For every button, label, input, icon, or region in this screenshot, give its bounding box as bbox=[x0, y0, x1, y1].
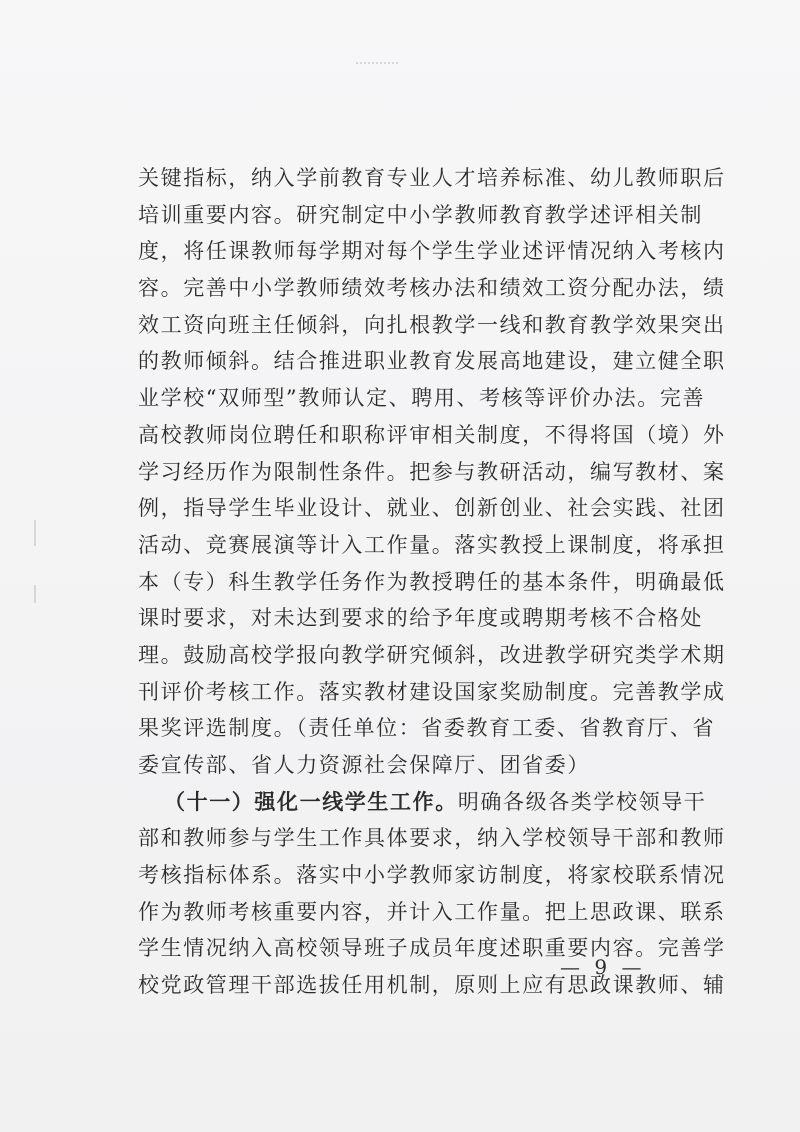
text-line: 效工资向班主任倾斜，向扎根教学一线和教育教学效果突出 bbox=[138, 312, 726, 337]
text-line: 本（专）科生教学任务作为教授聘任的基本条件，明确最低 bbox=[138, 569, 726, 594]
text-line: 理。鼓励高校学报向教学研究倾斜，改进教学研究类学术期 bbox=[138, 642, 726, 667]
text-line: 业学校“双师型”教师认定、聘用、考核等评价办法。完善 bbox=[138, 386, 706, 411]
text-line: 度，将任课教师每学期对每个学生学业述评情况纳入考核内 bbox=[138, 239, 726, 264]
text-line: 容。完善中小学教师绩效考核办法和绩效工资分配办法，绩 bbox=[138, 276, 726, 301]
scan-artifact-left bbox=[34, 520, 36, 546]
text-line: 例，指导学生毕业设计、就业、创新创业、社会实践、社团 bbox=[138, 496, 726, 521]
text-line-with-heading bbox=[138, 784, 707, 821]
text-line: 课时要求，对未达到要求的给予年度或聘期考核不合格处 bbox=[138, 606, 703, 631]
text-line: 高校教师岗位聘任和职称评审相关制度，不得将国（境）外 bbox=[138, 422, 726, 447]
page-number: — 9 — bbox=[560, 955, 646, 979]
scan-artifact-left-lower bbox=[34, 585, 36, 603]
section-heading: （十一）强化一线学生工作。 bbox=[164, 788, 458, 814]
body-text bbox=[138, 160, 726, 1004]
text-line: 刊评价考核工作。落实教材建设国家奖励制度。完善教学成 bbox=[138, 679, 726, 704]
text-line: 关键指标，纳入学前教育专业人才培养标准、幼儿教师职后 bbox=[138, 166, 726, 190]
text-line: 活动、竞赛展演等计入工作量。落实教授上课制度，将承担 bbox=[138, 532, 726, 557]
scan-artifact-top bbox=[356, 62, 398, 70]
text-line: 部和教师参与学生工作具体要求，纳入学校领导干部和教师 bbox=[138, 826, 726, 851]
paragraph-evaluation bbox=[138, 160, 726, 784]
text-line: 考核指标体系。落实中小学教师家访制度，将家校联系情况 bbox=[138, 863, 726, 888]
text-line: 果奖评选制度。（责任单位：省委教育工委、省教育厅、省 bbox=[138, 716, 716, 741]
text-line: 校党政管理干部选拔任用机制，原则上应有思政课教师、辅 bbox=[138, 973, 726, 998]
text-line: 的教师倾斜。结合推进职业教育发展高地建设，建立健全职 bbox=[138, 349, 726, 374]
text-line: 委宣传部、省人力资源社会保障厅、团省委） bbox=[138, 753, 590, 777]
heading-line-rest: 明确各级各类学校领导干 bbox=[457, 789, 707, 814]
text-line: 培训重要内容。研究制定中小学教师教育教学述评相关制 bbox=[138, 202, 703, 227]
text-line: 学生情况纳入高校领导班子成员年度述职重要内容。完善学 bbox=[138, 936, 726, 961]
text-line: 学习经历作为限制性条件。把参与教研活动，编写教材、案 bbox=[138, 459, 726, 484]
text-line: 作为教师考核重要内容，并计入工作量。把上思政课、联系 bbox=[138, 899, 726, 924]
